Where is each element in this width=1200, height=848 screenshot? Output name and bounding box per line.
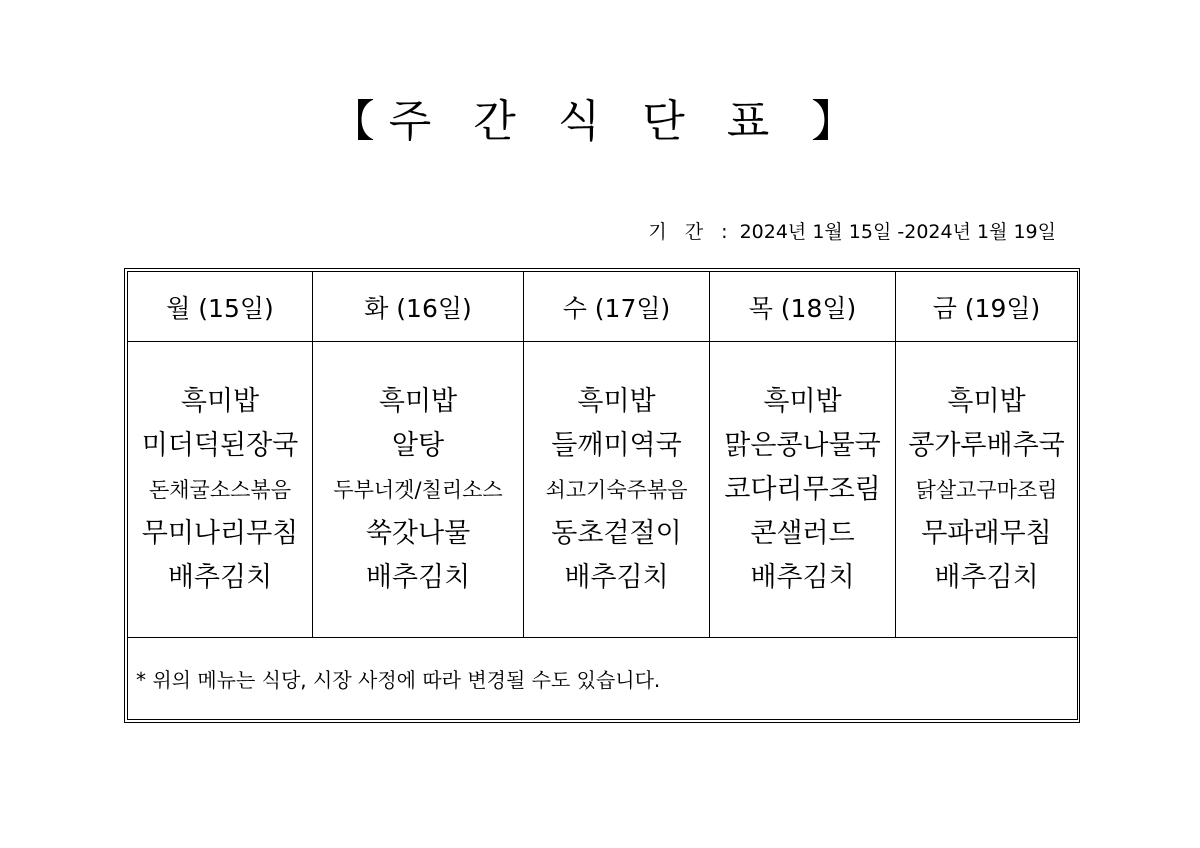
menu-note: * 위의 메뉴는 식당, 시장 사정에 따라 변경될 수도 있습니다. xyxy=(128,638,1078,720)
dish: 배추김치 xyxy=(934,561,1039,593)
dish: 미더덕된장국 xyxy=(141,429,299,461)
menu-cell-mon xyxy=(128,342,313,638)
day-header-tue: 화 (16일) xyxy=(313,272,524,342)
note-row xyxy=(128,638,1078,720)
page-title: 【주 간 식 단 표 】 xyxy=(330,96,870,147)
dish: 흑미밥 xyxy=(180,385,260,417)
menu-row xyxy=(128,342,1078,638)
period-label: 기 간 : xyxy=(648,221,734,243)
dish: 흑미밥 xyxy=(577,385,656,417)
dish: 무파래무침 xyxy=(921,517,1052,549)
day-header-thu: 목 (18일) xyxy=(710,272,896,342)
period-line xyxy=(560,218,1056,246)
dish: 콘샐러드 xyxy=(750,517,855,549)
dish: 흑미밥 xyxy=(378,385,458,417)
dish: 무미나리무침 xyxy=(141,517,299,549)
day-header-mon: 월 (15일) xyxy=(128,272,313,342)
dish: 돈채굴소스볶음 xyxy=(148,477,291,502)
dish: 흑미밥 xyxy=(947,385,1026,417)
dish: 배추김치 xyxy=(564,561,669,593)
dish: 배추김치 xyxy=(167,561,273,593)
dish: 들깨미역국 xyxy=(551,429,682,461)
dish: 배추김치 xyxy=(750,561,855,593)
dish: 흑미밥 xyxy=(763,385,842,417)
menu-cell-thu xyxy=(710,342,896,638)
dish: 맑은콩나물국 xyxy=(724,429,881,461)
menu-cell-wed xyxy=(524,342,710,638)
dish: 닭살고구마조림 xyxy=(915,477,1058,502)
day-header-fri: 금 (19일) xyxy=(896,272,1078,342)
dish: 콩가루배추국 xyxy=(908,429,1065,461)
period-range: 2024년 1월 15일 -2024년 1월 19일 xyxy=(739,221,1056,243)
dish: 두부너겟/칠리소스 xyxy=(333,477,503,502)
dish: 코다리무조림 xyxy=(724,473,881,505)
menu-table xyxy=(127,271,1078,720)
dish: 동초겉절이 xyxy=(551,517,682,549)
menu-cell-tue xyxy=(313,342,524,638)
dish: 쑥갓나물 xyxy=(365,517,471,549)
dish: 알탕 xyxy=(391,429,445,461)
dish: 쇠고기숙주볶음 xyxy=(545,477,688,502)
day-header-wed: 수 (17일) xyxy=(524,272,710,342)
dish: 배추김치 xyxy=(365,561,471,593)
menu-table-frame xyxy=(124,268,1080,723)
menu-cell-fri xyxy=(896,342,1078,638)
header-row xyxy=(128,272,1078,342)
